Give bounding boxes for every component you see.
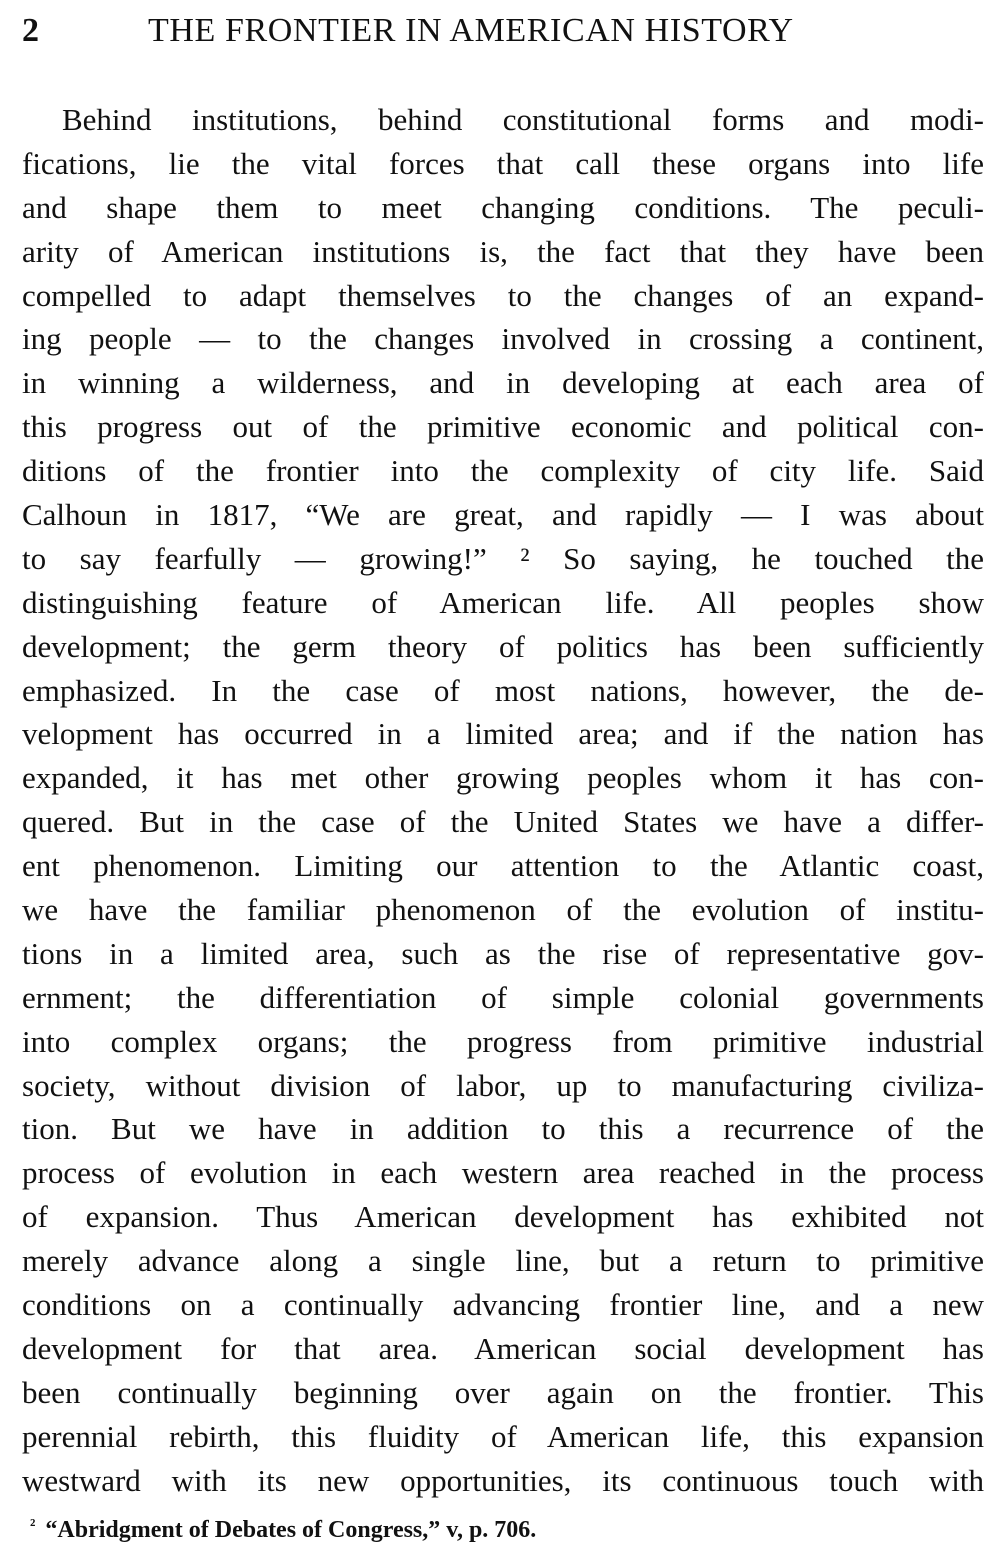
text-line: perennial rebirth, this fluidity of American life, this expansion — [22, 1418, 984, 1454]
text-line: ing people — to the changes involved in crossing a continent, — [22, 321, 984, 357]
text-line: and shape them to meet changing conditions. The peculi- — [22, 189, 984, 225]
text-line: tions in a limited area, such as the rise of representative gov- — [22, 935, 984, 971]
text-line: ent phenomenon. Limiting our attention to the Atlantic coast, — [22, 848, 984, 884]
page-number: 2 — [22, 12, 39, 49]
text-line: Behind institutions, behind constitutional forms and modi- — [62, 102, 984, 137]
text-line: society, without division of labor, up to manufacturing civiliza- — [22, 1067, 984, 1103]
page-header — [22, 6, 978, 56]
text-line: velopment has occurred in a limited area; and if the nation has — [22, 716, 984, 752]
text-line: arity of American institutions is, the fact that they have been — [22, 233, 984, 269]
body-text — [22, 98, 984, 1503]
text-line: fications, lie the vital forces that call these organs into life — [22, 145, 984, 181]
text-line: conditions on a continually advancing frontier line, and a new — [22, 1287, 984, 1323]
text-line: distinguishing feature of American life. All peoples show — [22, 584, 984, 620]
text-line: we have the familiar phenomenon of the evolution of institu- — [22, 892, 984, 928]
footnote-text: “Abridgment of Debates of Congress,” v, p. 706. — [45, 1517, 537, 1543]
footnote — [22, 1510, 984, 1550]
text-line: of expansion. Thus American development has exhibited not — [22, 1199, 984, 1235]
text-line: merely advance along a single line, but a return to primitive — [22, 1243, 984, 1279]
text-line: process of evolution in each western area reached in the process — [22, 1155, 984, 1191]
text-line: quered. But in the case of the United States we have a differ- — [22, 804, 984, 840]
text-line: in winning a wilderness, and in developing at each area of — [22, 365, 984, 401]
text-line: tion. But we have in addition to this a recurrence of the — [22, 1111, 984, 1147]
text-line: ditions of the frontier into the complexity of city life. Said — [22, 453, 984, 489]
text-line: westward with its new opportunities, its continuous touch with — [22, 1462, 984, 1498]
text-line: expanded, it has met other growing peoples whom it has con- — [22, 760, 984, 796]
text-line: this progress out of the primitive economic and political con- — [22, 409, 984, 445]
text-line: to say fearfully — growing!” ² So saying, he touched the — [22, 540, 984, 576]
text-line: development; the germ theory of politics has been sufficiently — [22, 628, 984, 664]
text-line: into complex organs; the progress from primitive industrial — [22, 1023, 984, 1059]
text-line: compelled to adapt themselves to the changes of an expand- — [22, 277, 984, 313]
text-line: development for that area. American social development has — [22, 1330, 984, 1366]
text-line: ernment; the differentiation of simple colonial governments — [22, 979, 984, 1015]
text-line: been continually beginning over again on the frontier. This — [22, 1374, 984, 1410]
text-line: Calhoun in 1817, “We are great, and rapidly — I was about — [22, 497, 984, 533]
text-line: emphasized. In the case of most nations, however, the de- — [22, 672, 984, 708]
footnote-mark: ² — [30, 1515, 36, 1535]
running-head: THE FRONTIER IN AMERICAN HISTORY — [148, 12, 794, 49]
